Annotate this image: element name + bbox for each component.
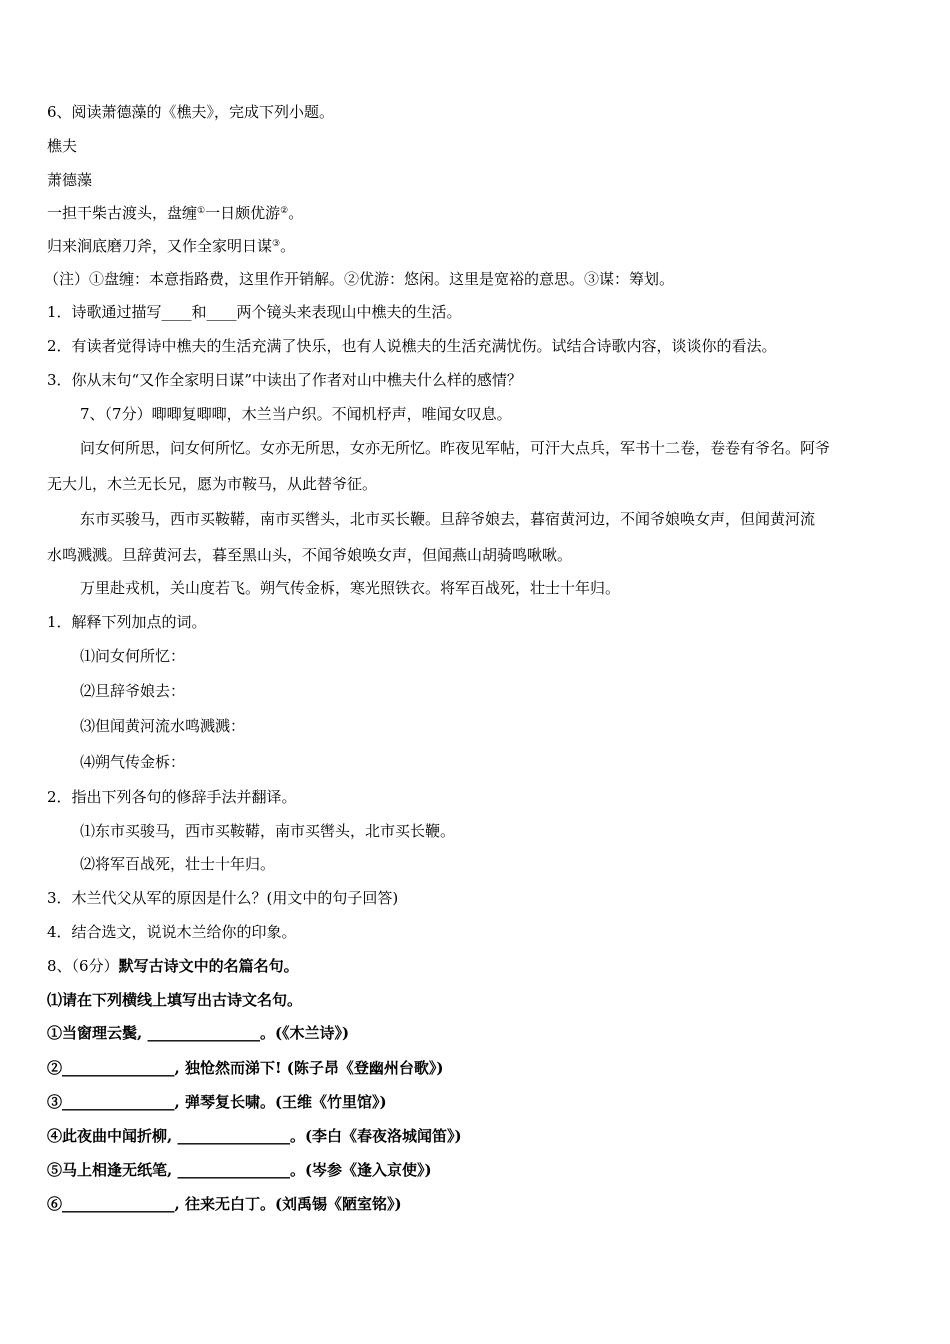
q7-paragraph-2-line-2: 无大儿，木兰无长兄，愿为市鞍马，从此替爷征。	[47, 475, 378, 493]
q7-paragraph-2-line-1: 问女何所思，问女何所忆。女亦无所思，女亦无所忆。昨夜见军帖，可汗大点兵，军书十二卷，卷卷有爷名。阿爷	[80, 439, 831, 457]
q6-poem-title: 樵夫	[47, 137, 78, 155]
q7-sub-2-item-1: ⑴东市买骏马，西市买鞍鞯，南市买辔头，北市买长鞭。	[80, 822, 456, 840]
q8-fill-item-4: ④此夜曲中闻折柳, _______________。(李白《春夜洛城闻笛》)	[47, 1127, 462, 1145]
q7-paragraph-3-line-1: 东市买骏马，西市买鞍鞯，南市买辔头，北市买长鞭。旦辞爷娘去，暮宿黄河边，不闻爷娘唤女声，但闻黄河流	[80, 510, 816, 528]
q6-title: 6、阅读萧德藻的《樵夫》，完成下列小题。	[47, 103, 335, 121]
q7-sub-1-item-4: ⑷朔气传金柝：	[80, 753, 186, 771]
q6-poem-line-2-part-a: 归来涧底磨刀斧，又作全家明日谋	[47, 237, 273, 255]
q8-fill-item-2: ②_______________, 独怆然而涕下! (陈子昂《登幽州台歌》)	[47, 1059, 444, 1077]
q6-sub-question-1: 1．诗歌通过描写____和____两个镜头来表现山中樵夫的生活。	[47, 303, 462, 321]
q7-sub-2-item-2: ⑵将军百战死，壮士十年归。	[80, 855, 276, 873]
note-marker-2: ②	[280, 206, 289, 216]
q7-paragraph-1: 7、（7分）唧唧复唧唧，木兰当户织。不闻机杼声，唯闻女叹息。	[80, 405, 512, 423]
q8-fill-item-1: ①当窗理云鬓, _______________。(《木兰诗》)	[47, 1024, 350, 1042]
q7-sub-1-item-3: ⑶但闻黄河流水鸣溅溅：	[80, 717, 246, 735]
q7-sub-1-item-2: ⑵旦辞爷娘去：	[80, 682, 186, 700]
q7-sub-question-1: 1．解释下列加点的词。	[47, 613, 207, 631]
q8-fill-item-3: ③_______________, 弹琴复长啸。(王维《竹里馆》)	[47, 1093, 387, 1111]
q7-sub-question-4: 4．结合选文，说说木兰给你的印象。	[47, 923, 297, 941]
q7-sub-question-3: 3．木兰代父从军的原因是什么？(用文中的句子回答)	[47, 889, 399, 907]
q8-fill-item-6: ⑥_______________, 往来无白丁。(刘禹锡《陋室铭》)	[47, 1195, 402, 1213]
q8-fill-item-5: ⑤马上相逢无纸笔, _______________。(岑参《逢入京使》)	[47, 1161, 432, 1179]
q6-notes: （注）①盘缠：本意指路费，这里作开销解。②优游：悠闲。这里是宽裕的意思。③谋：筹划。	[44, 270, 675, 288]
q8-intro: ⑴请在下列横线上填写出古诗文名句。	[47, 991, 303, 1009]
q7-paragraph-3-line-2: 水鸣溅溅。旦辞黄河去，暮至黑山头，不闻爷娘唤女声，但闻燕山胡骑鸣啾啾。	[47, 546, 573, 564]
q6-poem-line-2	[47, 236, 910, 256]
q6-sub-question-2: 2．有读者觉得诗中樵夫的生活充满了快乐，也有人说樵夫的生活充满忧伤。试结合诗歌内容，谈谈你的看法。	[47, 337, 777, 355]
q8-title	[47, 956, 910, 976]
q6-poem-author: 萧德藻	[47, 171, 93, 189]
note-marker-1: ①	[197, 206, 206, 216]
q7-paragraph-4: 万里赴戎机，关山度若飞。朔气传金柝，寒光照铁衣。将军百战死，壮士十年归。	[80, 579, 621, 597]
q7-sub-question-2: 2．指出下列各句的修辞手法并翻译。	[47, 788, 297, 806]
q6-poem-line-1-part-c: 。	[288, 204, 304, 222]
q7-sub-1-item-1: ⑴问女何所忆：	[80, 647, 186, 665]
q6-poem-line-1-part-b: 一日颇优游	[205, 204, 281, 222]
q6-poem-line-1	[47, 203, 910, 223]
q6-poem-line-2-part-b: 。	[280, 237, 296, 255]
note-marker-3: ③	[272, 239, 281, 249]
q6-sub-question-3: 3．你从末句“又作全家明日谋”中读出了作者对山中樵夫什么样的感情？	[47, 371, 522, 389]
q8-title-text: 默写古诗文中的名篇名句。	[118, 957, 299, 975]
q8-title-number: 8、（6分）	[47, 957, 119, 975]
q6-poem-line-1-part-a: 一担干柴古渡头，盘缠	[47, 204, 198, 222]
